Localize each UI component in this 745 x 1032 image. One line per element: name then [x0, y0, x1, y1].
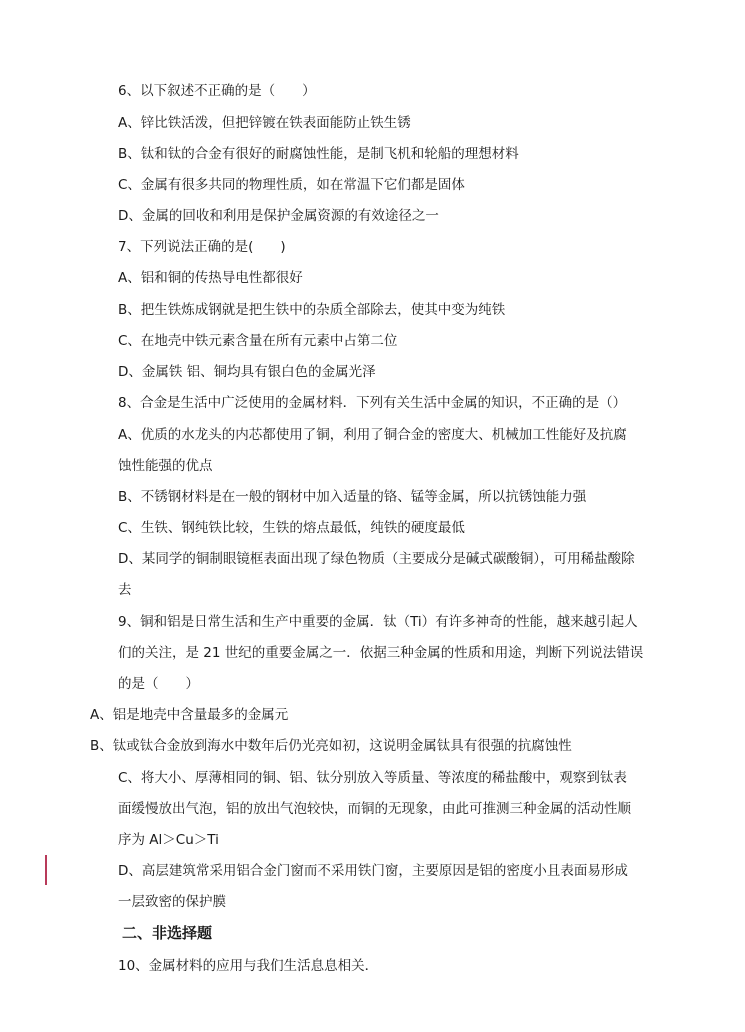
- q6-option-a: A、锌比铁活泼，但把锌镀在铁表面能防止铁生锈: [118, 115, 411, 131]
- q9-stem-cont-2: 的是（ ）: [118, 676, 199, 692]
- q8-option-a-cont: 蚀性能强的优点: [118, 458, 213, 474]
- q9-option-b: B、钛或钛合金放到海水中数年后仍光亮如初，这说明金属钛具有很强的抗腐蚀性: [90, 738, 572, 754]
- q7-option-c: C、在地壳中铁元素含量在所有元素中占第二位: [118, 333, 398, 349]
- q8-option-a: A、优质的水龙头的内芯都使用了铜，利用了铜合金的密度大、机械加工性能好及抗腐: [118, 427, 627, 443]
- q10-stem: 10、金属材料的应用与我们生活息息相关．: [118, 958, 379, 974]
- q8-option-c: C、生铁、钢纯铁比较，生铁的熔点最低，纯铁的硬度最低: [118, 520, 465, 536]
- q7-option-b: B、把生铁炼成钢就是把生铁中的杂质全部除去，使其中变为纯铁: [118, 302, 506, 318]
- q9-option-c-cont-2: 序为 Al＞Cu＞Ti: [118, 832, 219, 848]
- margin-change-bar: [45, 855, 47, 885]
- q9-option-d-cont: 一层致密的保护膜: [118, 894, 226, 910]
- q6-option-c: C、金属有很多共同的物理性质，如在常温下它们都是固体: [118, 177, 465, 193]
- section-heading-non-choice: 二、非选择题: [122, 924, 213, 942]
- q7-option-d: D、金属铁 铝、铜均具有银白色的金属光泽: [118, 364, 376, 380]
- q6-stem: 6、以下叙述不正确的是（ ）: [118, 83, 316, 99]
- q7-option-a: A、铝和铜的传热导电性都很好: [118, 270, 303, 286]
- q7-stem: 7、下列说法正确的是( ): [118, 239, 286, 255]
- q9-option-a: A、铝是地壳中含量最多的金属元: [90, 707, 289, 723]
- q9-option-d: D、高层建筑常采用铝合金门窗而不采用铁门窗，主要原因是铝的密度小且表面易形成: [118, 863, 628, 879]
- q8-stem: 8、合金是生活中广泛使用的金属材料．下列有关生活中金属的知识，不正确的是（）: [118, 395, 627, 411]
- q9-option-c: C、将大小、厚薄相同的铜、铝、钛分别放入等质量、等浓度的稀盐酸中，观察到钛表: [118, 770, 627, 786]
- q8-option-d-cont: 去: [118, 582, 132, 598]
- q8-option-d: D、某同学的铜制眼镜框表面出现了绿色物质（主要成分是碱式碳酸铜），可用稀盐酸除: [118, 551, 635, 567]
- q9-option-c-cont-1: 面缓慢放出气泡，铝的放出气泡较快，而铜的无现象，由此可推测三种金属的活动性顺: [118, 801, 631, 817]
- q6-option-d: D、金属的回收和利用是保护金属资源的有效途径之一: [118, 208, 439, 224]
- q9-stem-cont-1: 们的关注，是 21 世纪的重要金属之一．依据三种金属的性质和用途，判断下列说法错误: [118, 645, 644, 661]
- q6-option-b: B、钛和钛的合金有很好的耐腐蚀性能，是制飞机和轮船的理想材料: [118, 146, 519, 162]
- q9-stem: 9、铜和铝是日常生活和生产中重要的金属．钛（Ti）有许多神奇的性能，越来越引起人: [118, 614, 638, 630]
- q8-option-b: B、不锈钢材料是在一般的钢材中加入适量的铬、锰等金属，所以抗锈蚀能力强: [118, 489, 587, 505]
